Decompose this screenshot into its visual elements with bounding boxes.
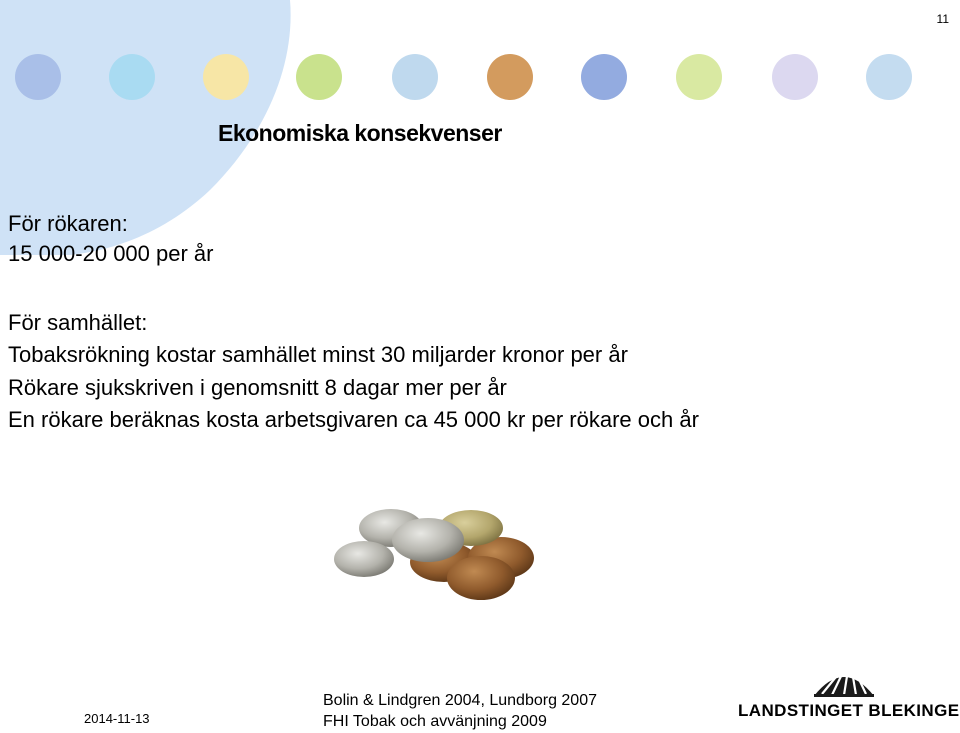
page-number: 11 bbox=[936, 12, 949, 26]
decorative-dot bbox=[772, 54, 818, 100]
decorative-dot bbox=[392, 54, 438, 100]
reference-line: FHI Tobak och avvänjning 2009 bbox=[323, 713, 547, 730]
decorative-dot bbox=[676, 54, 722, 100]
footer-date: 2014-11-13 bbox=[84, 711, 150, 726]
society-heading: För samhället: bbox=[8, 310, 148, 335]
society-line: En rökare beräknas kosta arbetsgivaren ca 45 000 kr per rökare och år bbox=[8, 407, 699, 432]
coin bbox=[447, 556, 515, 600]
slide-title: Ekonomiska konsekvenser bbox=[218, 120, 502, 146]
coin bbox=[392, 518, 464, 562]
footer-references bbox=[323, 690, 597, 732]
reference-line: Bolin & Lindgren 2004, Lundborg 2007 bbox=[323, 692, 597, 709]
society-line: Rökare sjukskriven i genomsnitt 8 dagar mer per år bbox=[8, 375, 507, 400]
society-line: Tobaksrökning kostar samhället minst 30 miljarder kronor per år bbox=[8, 342, 628, 367]
decorative-dot bbox=[296, 54, 342, 100]
smoker-cost: 15 000-20 000 per år bbox=[8, 241, 214, 266]
decorative-dot bbox=[109, 54, 155, 100]
logo-text: LANDSTINGET BLEKINGE bbox=[738, 701, 960, 720]
decorative-dot bbox=[15, 54, 61, 100]
smoker-heading: För rökaren: bbox=[8, 211, 128, 236]
decorative-dot bbox=[866, 54, 912, 100]
decorative-dot bbox=[487, 54, 533, 100]
decorative-dot-row bbox=[0, 0, 960, 120]
landstinget-logo-icon bbox=[812, 664, 876, 698]
decorative-dot bbox=[203, 54, 249, 100]
decorative-dot bbox=[581, 54, 627, 100]
coins-image bbox=[316, 466, 566, 626]
coin bbox=[334, 541, 394, 577]
